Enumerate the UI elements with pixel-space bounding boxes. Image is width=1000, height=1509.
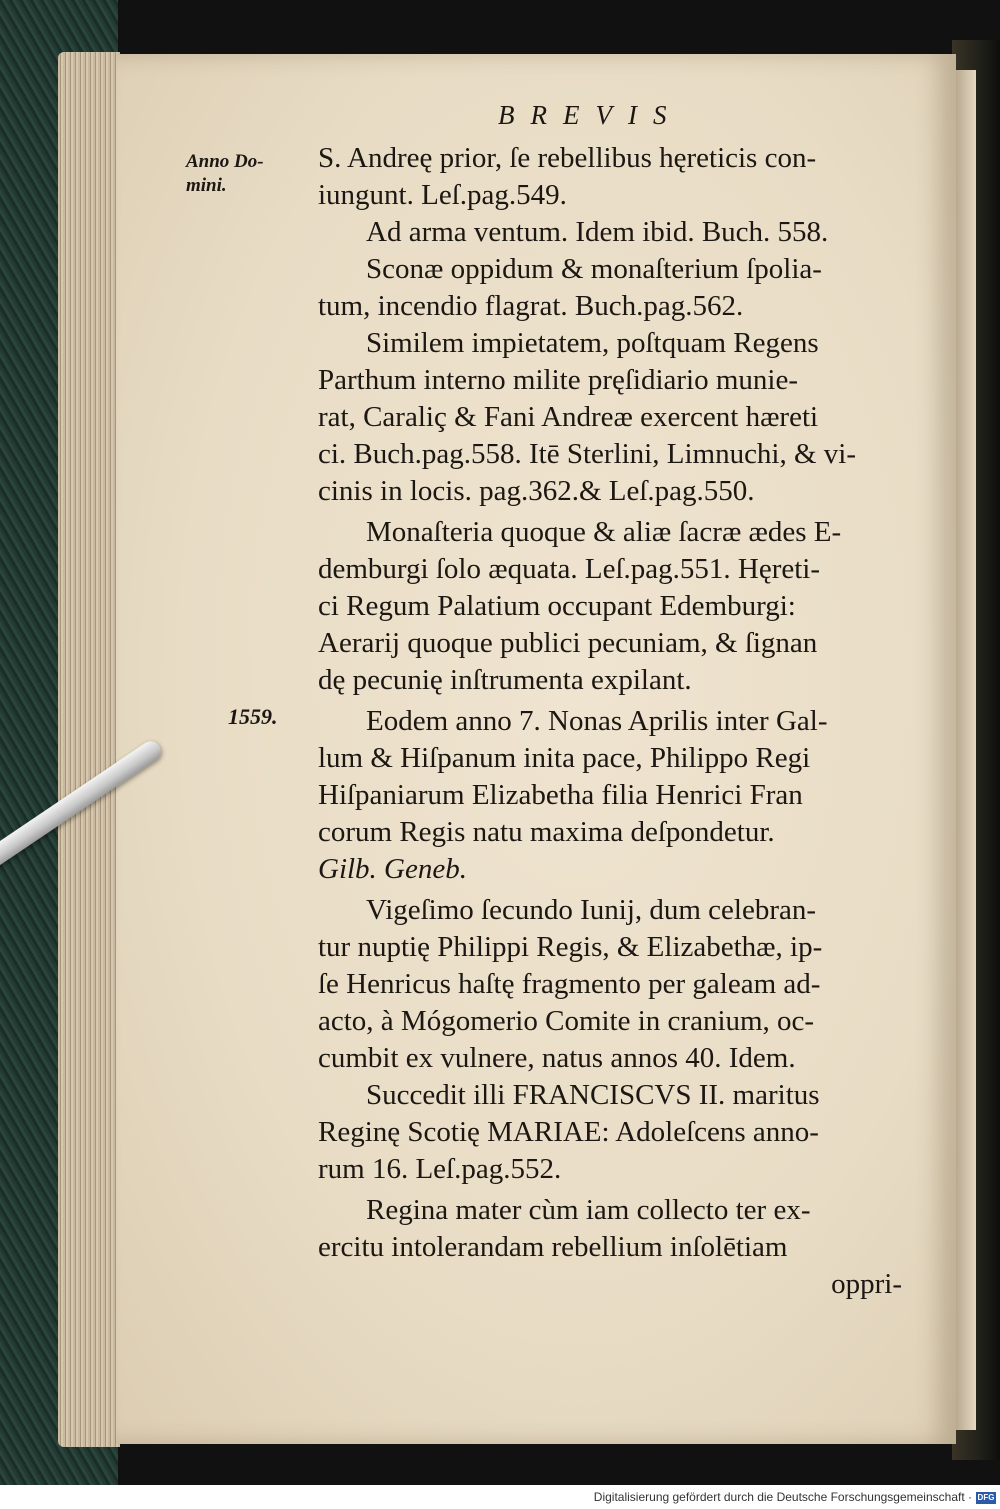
digitization-footer (0, 1485, 1000, 1509)
text-line: acto, à Mógomerio Comite in cranium, oc- (318, 1005, 815, 1037)
text-line: cinis in locis. pag.362.& Leſ.pag.550. (318, 475, 755, 507)
text-line: ci. Buch.pag.558. Itē Sterlini, Limnuchi, & vi- (318, 438, 857, 470)
text-line: Similem impietatem, poſtquam Regens (366, 327, 819, 359)
body-text (318, 140, 908, 1303)
text-line: rat, Caraliç & Fani Andreæ exercent hæreti (318, 401, 819, 433)
text-line: iungunt. Leſ.pag.549. (318, 179, 567, 211)
text-line: tur nuptię Philippi Regis, & Elizabethæ, ip- (318, 931, 823, 963)
text-line: cumbit ex vulnere, natus annos 40. Idem. (318, 1042, 796, 1074)
margin-note-year: 1559. (228, 704, 278, 729)
catchword: oppri- (831, 1268, 902, 1300)
text-line: Regina mater cùm iam collecto ter ex- (366, 1194, 811, 1226)
text-line: tum, incendio flagrat. Buch.pag.562. (318, 290, 744, 322)
text-line: rum 16. Leſ.pag.552. (318, 1153, 562, 1185)
text-line: Eodem anno 7. Nonas Aprilis inter Gal- (366, 705, 828, 737)
margin-note-line: Anno Do- (186, 151, 264, 172)
text-line: ercitu intolerandam rebellium inſolētiam (318, 1231, 788, 1263)
text-line: S. Andreę prior, ſe rebellibus hęreticis con- (318, 142, 817, 174)
dfg-logo-icon: DFG (977, 1492, 995, 1502)
text-line: Hiſpaniarum Elizabetha filia Henrici Fran (318, 779, 803, 811)
footer-credit: Digitalisierung gefördert durch die Deutsche Forschungsgemeinschaft · (593, 1490, 972, 1504)
running-header: BREVIS (498, 100, 683, 130)
text-line: Reginę Scotię MARIAE: Adoleſcens anno- (318, 1116, 819, 1148)
text-line: Vigeſimo ſecundo Iunij, dum celebran- (366, 894, 817, 926)
text-line: Monaſteria quoque & aliæ ſacræ ædes E- (366, 516, 842, 548)
facing-page-edge (956, 70, 976, 1430)
text-line: Parthum interno milite pręſidiario munie- (318, 364, 799, 396)
text-line: ſe Henricus haſtę fragmento per galeam ad- (318, 968, 821, 1000)
text-line: Aerarij quoque publici pecuniam, & ſignan (318, 627, 818, 659)
text-line: ci Regum Palatium occupant Edemburgi: (318, 590, 796, 622)
text-line: lum & Hiſpanum inita pace, Philippo Regi (318, 742, 811, 774)
text-line: Gilb. Geneb. (318, 853, 467, 885)
text-line: Succedit illi FRANCISCVS II. maritus (366, 1079, 820, 1111)
text-line: Sconæ oppidum & monaſterium ſpolia- (366, 253, 822, 285)
text-line: corum Regis natu maxima deſpondetur. (318, 816, 775, 848)
text-line: demburgi ſolo æquata. Leſ.pag.551. Hęreti- (318, 553, 821, 585)
text-line: Ad arma ventum. Idem ibid. Buch. 558. (366, 216, 829, 248)
margin-note-anno-domini (186, 150, 264, 198)
text-line: dę pecunię inſtrumenta expilant. (318, 664, 692, 696)
page-edges (58, 52, 120, 1447)
margin-note-line: mini. (186, 175, 227, 196)
